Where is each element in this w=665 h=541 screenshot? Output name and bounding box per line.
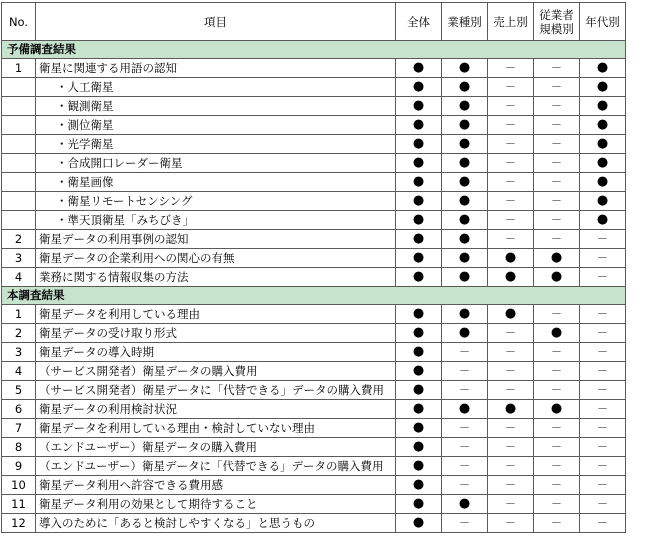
not-included-mark: － [580,268,626,287]
included-mark: ● [442,305,488,324]
row-number: 3 [2,249,36,268]
not-included-mark: － [442,362,488,381]
table-row [2,381,626,400]
table-row [2,135,626,154]
included-mark: ● [580,135,626,154]
included-mark: ● [396,97,442,116]
included-mark: ● [442,495,488,514]
row-number: 7 [2,419,36,438]
row-label: （エンドユーザー）衛星データに「代替できる」データの購入費用 [36,457,396,476]
not-included-mark: － [580,381,626,400]
included-mark: ● [442,230,488,249]
not-included-mark: － [488,173,534,192]
row-number: 8 [2,438,36,457]
included-mark: ● [396,495,442,514]
table-row [2,362,626,381]
table-row [2,305,626,324]
header-col-sales: 売上別 [488,3,534,41]
not-included-mark: － [534,154,580,173]
not-included-mark: － [488,154,534,173]
not-included-mark: － [534,381,580,400]
included-mark: ● [396,249,442,268]
not-included-mark: － [580,400,626,419]
not-included-mark: － [534,97,580,116]
row-label: 衛星に関連する用語の認知 [36,59,396,78]
not-included-mark: － [534,59,580,78]
not-included-mark: － [580,362,626,381]
row-label: 衛星データの利用事例の認知 [36,230,396,249]
included-mark: ● [442,400,488,419]
header-col-age: 年代別 [580,3,626,41]
table-row [2,116,626,135]
row-number [2,78,36,97]
not-included-mark: － [488,192,534,211]
included-mark: ● [396,324,442,343]
not-included-mark: － [442,457,488,476]
not-included-mark: － [534,476,580,495]
included-mark: ● [442,154,488,173]
not-included-mark: － [534,362,580,381]
survey-table [1,2,626,533]
table-row [2,211,626,230]
included-mark: ● [396,135,442,154]
included-mark: ● [580,97,626,116]
not-included-mark: － [534,305,580,324]
included-mark: ● [580,59,626,78]
row-number [2,116,36,135]
included-mark: ● [396,154,442,173]
not-included-mark: － [534,116,580,135]
included-mark: ● [488,268,534,287]
row-number [2,192,36,211]
included-mark: ● [396,59,442,78]
row-label: ・人工衛星 [36,78,396,97]
row-label: ・合成開口レーダー衛星 [36,154,396,173]
not-included-mark: － [488,457,534,476]
row-number: 2 [2,230,36,249]
included-mark: ● [396,268,442,287]
not-included-mark: － [488,381,534,400]
included-mark: ● [488,400,534,419]
included-mark: ● [580,192,626,211]
included-mark: ● [580,211,626,230]
not-included-mark: － [534,419,580,438]
not-included-mark: － [442,514,488,533]
included-mark: ● [396,343,442,362]
row-label: 衛星データの導入時期 [36,343,396,362]
not-included-mark: － [580,230,626,249]
row-number: 1 [2,305,36,324]
header-item: 項目 [36,3,396,41]
not-included-mark: － [442,381,488,400]
included-mark: ● [396,362,442,381]
included-mark: ● [442,249,488,268]
not-included-mark: － [488,419,534,438]
included-mark: ● [488,249,534,268]
not-included-mark: － [534,78,580,97]
not-included-mark: － [488,230,534,249]
included-mark: ● [396,230,442,249]
not-included-mark: － [534,495,580,514]
not-included-mark: － [442,438,488,457]
section-title: 予備調査結果 [2,41,626,59]
table-row [2,343,626,362]
row-number [2,154,36,173]
included-mark: ● [396,514,442,533]
row-label: 衛星データの企業利用への関心の有無 [36,249,396,268]
not-included-mark: － [534,514,580,533]
row-number: 9 [2,457,36,476]
row-number: 2 [2,324,36,343]
table-row [2,419,626,438]
included-mark: ● [534,324,580,343]
table-row [2,78,626,97]
row-label: 衛星データ利用へ許容できる費用感 [36,476,396,495]
not-included-mark: － [580,438,626,457]
table-row [2,59,626,78]
included-mark: ● [534,268,580,287]
row-label: （エンドユーザー）衛星データの購入費用 [36,438,396,457]
included-mark: ● [396,116,442,135]
header-col-employees: 従業者 規模別 [534,3,580,41]
row-label: 導入のために「あると検討しやすくなる」と思うもの [36,514,396,533]
row-number: 12 [2,514,36,533]
row-label: 衛星データを利用している理由・検討していない理由 [36,419,396,438]
header-row [2,3,626,41]
included-mark: ● [396,211,442,230]
table-row [2,438,626,457]
header-col-total: 全体 [396,3,442,41]
not-included-mark: － [580,457,626,476]
not-included-mark: － [488,324,534,343]
table-row [2,154,626,173]
included-mark: ● [396,419,442,438]
table-row [2,457,626,476]
not-included-mark: － [488,362,534,381]
row-number: 4 [2,268,36,287]
included-mark: ● [442,192,488,211]
not-included-mark: － [534,457,580,476]
included-mark: ● [442,59,488,78]
included-mark: ● [442,97,488,116]
not-included-mark: － [534,173,580,192]
row-number: 10 [2,476,36,495]
header-no: No. [2,3,36,41]
row-label: ・測位衛星 [36,116,396,135]
not-included-mark: － [534,192,580,211]
row-label: 衛星データ利用の効果として期待すること [36,495,396,514]
row-label: 衛星データの受け取り形式 [36,324,396,343]
row-label: ・衛星画像 [36,173,396,192]
not-included-mark: － [580,343,626,362]
row-label: 衛星データの利用検討状況 [36,400,396,419]
not-included-mark: － [580,249,626,268]
included-mark: ● [396,78,442,97]
table-row [2,514,626,533]
not-included-mark: － [534,438,580,457]
included-mark: ● [442,78,488,97]
not-included-mark: － [488,438,534,457]
row-label: ・光学衛星 [36,135,396,154]
table-row [2,249,626,268]
included-mark: ● [580,154,626,173]
row-label: ・衛星リモートセンシング [36,192,396,211]
row-number: 3 [2,343,36,362]
included-mark: ● [488,305,534,324]
included-mark: ● [580,173,626,192]
row-label: 業務に関する情報収集の方法 [36,268,396,287]
section-header [2,41,626,59]
not-included-mark: － [580,495,626,514]
not-included-mark: － [488,514,534,533]
not-included-mark: － [488,211,534,230]
row-number [2,211,36,230]
not-included-mark: － [442,343,488,362]
included-mark: ● [396,305,442,324]
included-mark: ● [396,192,442,211]
not-included-mark: － [488,97,534,116]
included-mark: ● [442,135,488,154]
not-included-mark: － [580,324,626,343]
not-included-mark: － [488,495,534,514]
not-included-mark: － [488,59,534,78]
not-included-mark: － [488,135,534,154]
included-mark: ● [396,173,442,192]
table-row [2,97,626,116]
row-label: 衛星データを利用している理由 [36,305,396,324]
row-number: 6 [2,400,36,419]
not-included-mark: － [534,343,580,362]
included-mark: ● [396,457,442,476]
table-row [2,324,626,343]
not-included-mark: － [580,305,626,324]
included-mark: ● [442,268,488,287]
included-mark: ● [396,381,442,400]
row-label: （サービス開発者）衛星データの購入費用 [36,362,396,381]
included-mark: ● [534,249,580,268]
not-included-mark: － [488,476,534,495]
not-included-mark: － [442,476,488,495]
included-mark: ● [442,173,488,192]
not-included-mark: － [580,476,626,495]
not-included-mark: － [534,211,580,230]
row-number: 1 [2,59,36,78]
table-row [2,495,626,514]
header-col-industry: 業種別 [442,3,488,41]
included-mark: ● [396,476,442,495]
table-row [2,476,626,495]
not-included-mark: － [580,514,626,533]
table-row [2,400,626,419]
not-included-mark: － [534,230,580,249]
included-mark: ● [580,78,626,97]
table-row [2,173,626,192]
row-label: （サービス開発者）衛星データに「代替できる」データの購入費用 [36,381,396,400]
table-row [2,268,626,287]
row-number: 5 [2,381,36,400]
row-number [2,173,36,192]
table-row [2,192,626,211]
not-included-mark: － [488,78,534,97]
not-included-mark: － [488,116,534,135]
row-number [2,135,36,154]
section-header [2,287,626,305]
not-included-mark: － [580,419,626,438]
included-mark: ● [442,211,488,230]
row-label: ・準天頂衛星「みちびき」 [36,211,396,230]
included-mark: ● [396,400,442,419]
not-included-mark: － [488,343,534,362]
row-number [2,97,36,116]
row-label: ・観測衛星 [36,97,396,116]
included-mark: ● [534,400,580,419]
row-number: 4 [2,362,36,381]
included-mark: ● [442,324,488,343]
included-mark: ● [580,116,626,135]
section-title: 本調査結果 [2,287,626,305]
row-number: 11 [2,495,36,514]
table-row [2,230,626,249]
included-mark: ● [442,116,488,135]
included-mark: ● [396,438,442,457]
not-included-mark: － [534,135,580,154]
not-included-mark: － [442,419,488,438]
